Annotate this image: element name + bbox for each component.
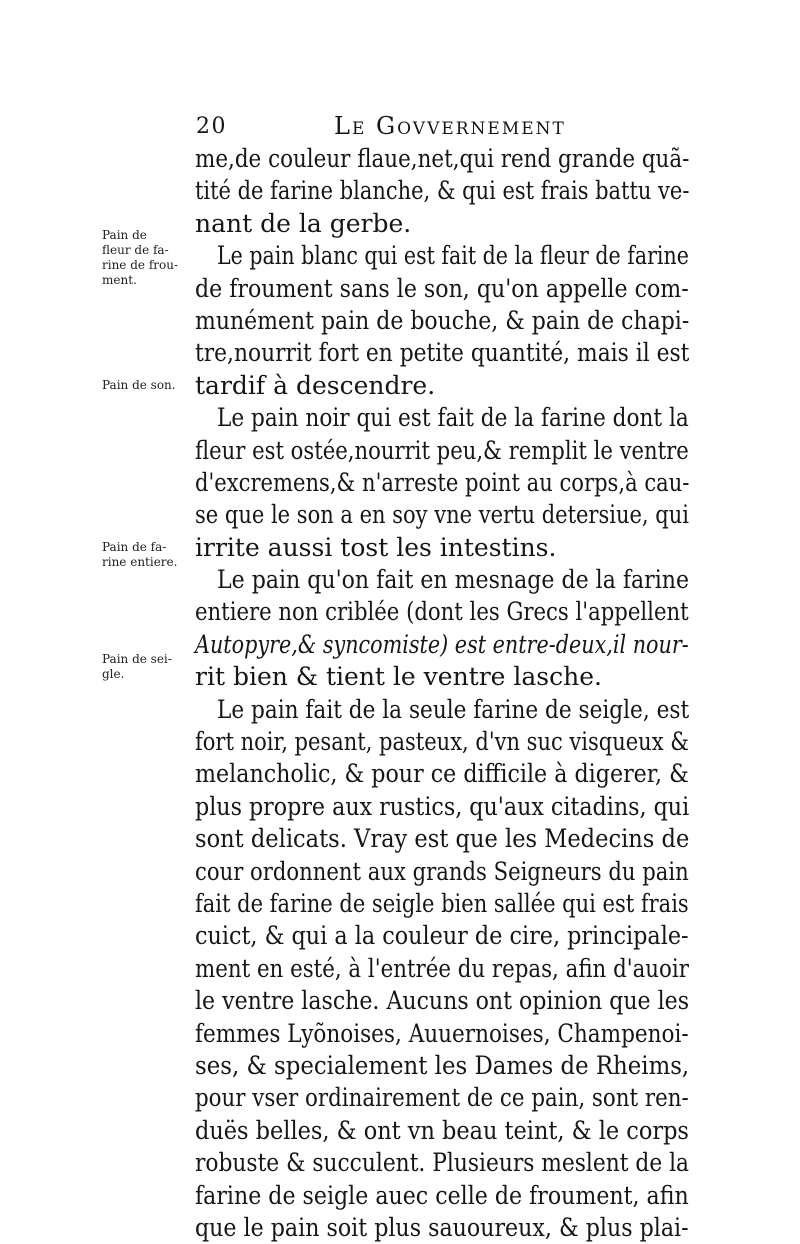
text-line: fait de farine de seigle bien sallée qui est frais [195,888,689,918]
text-line: melancholic, & pour ce difficile à digerer, & [195,759,689,789]
text-line: cuict, & qui a la couleur de cire, principale- [195,921,689,951]
text-line: sont delicats. Vray est que les Medecins de [195,824,689,854]
text-line: entiere non criblée (dont les Grecs l'appellent [195,597,689,627]
text-line: femmes Lyõnoises, Auuernoises, Champenoi- [195,1018,689,1048]
running-title: Le Govvernement [334,112,566,140]
text-line: Le pain noir qui est fait de la farine dont la [217,403,689,433]
text-line: tre,nourrit fort en petite quantité, mais il est [195,338,689,368]
body-text [189,143,689,1244]
text-line: fort noir, pesant, pasteux, d'vn suc visqueux & [195,727,689,757]
text-line: me,de couleur flaue,net,qui rend grande quã- [195,144,689,173]
text-line: fleur est ostée,nourrit peu,& remplit le ventre [195,435,689,465]
page-number: 20 [196,114,227,139]
text-line: Le pain qu'on fait en mesnage de la farine [217,565,689,595]
text-line: se que le son a en soy vne vertu detersiue, qui [195,500,689,530]
text-line: Autopyre,& syncomiste) est entre-deux,il nour- [195,629,689,659]
text-line: Le pain blanc qui est fait de la fleur de farine [217,241,689,271]
margin-note [102,378,190,393]
text-line: nant de la gerbe. [195,208,412,238]
running-head [196,112,696,144]
margin-note [102,540,190,570]
text-line: robuste & succulent. Plusieurs meslent de la [195,1148,689,1178]
margin-note-line: Pain de sei- [102,652,172,666]
text-line: ment en esté, à l'entrée du repas, afin d'auoir [195,953,689,983]
text-line: Le pain fait de la seule farine de seigle, est [217,694,689,724]
margin-note-line: fleur de fa- [102,243,169,257]
margin-note [102,228,190,288]
text-line: de froument sans le son, qu'on appelle com- [195,273,689,303]
margin-note [102,652,190,682]
margin-note-line: gle. [102,667,125,681]
text-line: duës belles, & ont vn beau teint, & le corps [195,1115,689,1145]
margin-note-line: Pain de [102,228,147,242]
text-line: rit bien & tient le ventre lasche. [195,662,602,692]
margin-note-line: ment. [102,273,137,287]
text-line: munément pain de bouche, & pain de chapi- [195,305,689,335]
margin-note-line: rine de frou- [102,258,179,272]
text-line: pour vser ordinairement de ce pain, sont ren- [195,1083,689,1113]
text-line: tardif à descendre. [195,370,436,400]
text-line: cour ordonnent aux grands Seigneurs du pain [195,856,689,886]
text-line: d'excremens,& n'arreste point au corps,à cau- [195,467,689,497]
text-line: que le pain soit plus sauoureux, & plus plai- [195,1212,689,1242]
text-line: tité de farine blanche, & qui est frais battu ve- [195,176,689,206]
text-line: irrite aussi tost les intestins. [195,532,557,562]
text-line: farine de seigle auec celle de froument, afin [195,1180,689,1210]
margin-note-line: rine entiere. [102,555,178,569]
margin-note-line: Pain de son. [102,378,176,392]
text-line: le ventre lasche. Aucuns ont opinion que les [195,986,689,1016]
margin-note-line: Pain de fa- [102,540,167,554]
text-line: plus propre aux rustics, qu'aux citadins, qui [195,791,689,821]
text-line: ses, & specialement les Dames de Rheims, [195,1050,689,1080]
